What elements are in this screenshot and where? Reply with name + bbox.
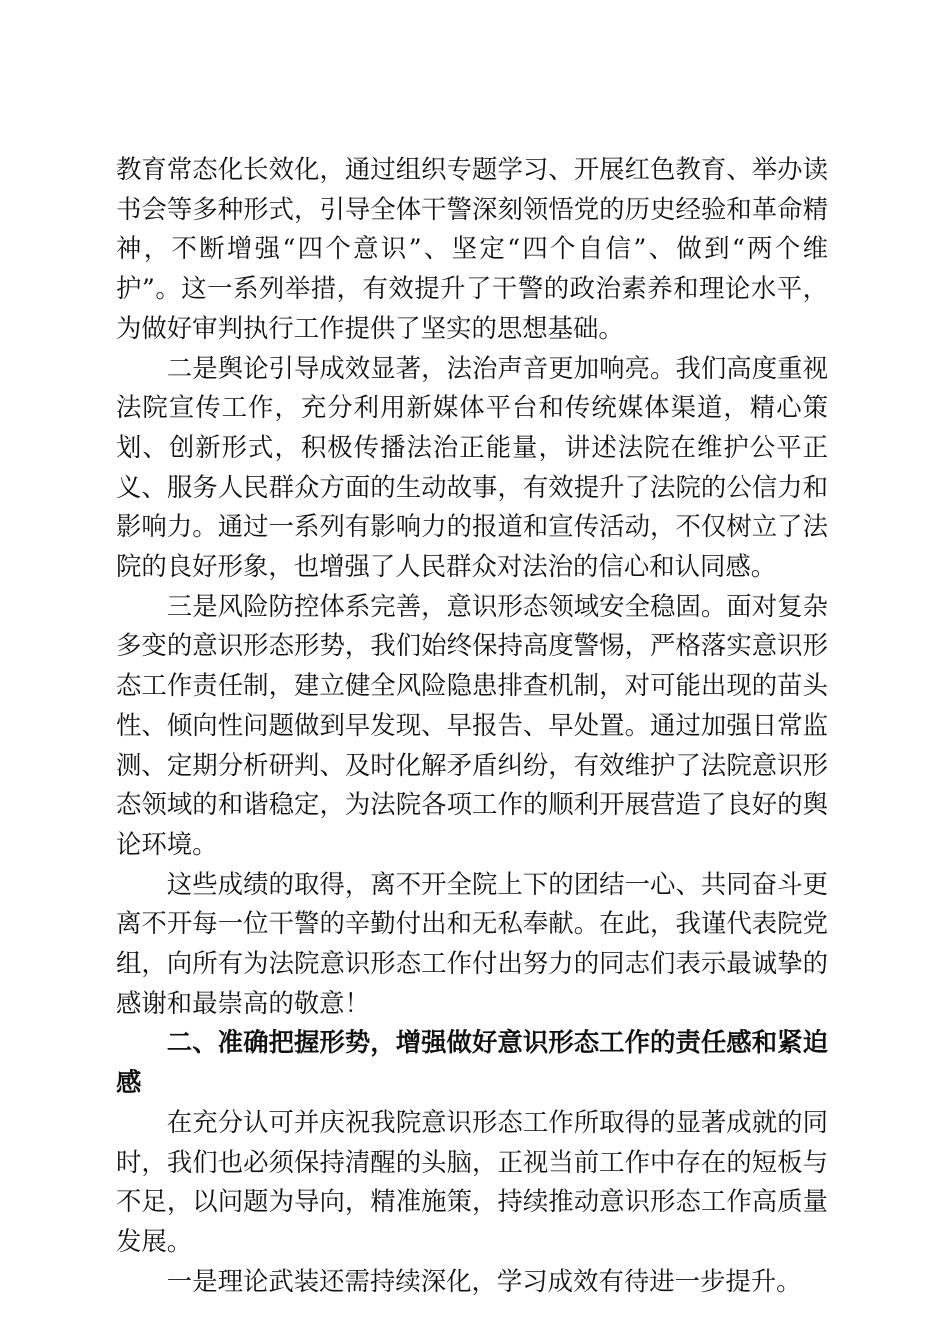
paragraph-acknowledgement: 这些成绩的取得，离不开全院上下的团结一心、共同奋斗更离不开每一位干警的辛勤付出和无私奉献。在此，我谨代表院党组，向所有为法院意识形态工作付出努力的同志们表示最诚挚的感谢和最崇高的敬意！	[116, 868, 828, 1018]
paragraph-section-intro: 在充分认可并庆祝我院意识形态工作所取得的显著成就的同时，我们也必须保持清醒的头脑，正视当前工作中存在的短板与不足，以问题为导向，精准施策，持续推动意识形态工作高质量发展。	[116, 1106, 828, 1256]
paragraph-risk-control: 三是风险防控体系完善，意识形态领域安全稳固。面对复杂多变的意识形态形势，我们始终保持高度警惕，严格落实意识形态工作责任制，建立健全风险隐患排查机制，对可能出现的苗头性、倾向性问题做到早发现、早报告、早处置。通过加强日常监测、定期分析研判、及时化解矛盾纠纷，有效维护了法院意识形态领域的和谐稳定，为法院各项工作的顺利开展营造了良好的舆论环境。	[116, 590, 828, 859]
paragraph-continuation: 教育常态化长效化，通过组织专题学习、开展红色教育、举办读书会等多种形式，引导全体干警深刻领悟党的历史经验和革命精神，不断增强“四个意识”、坚定“四个自信”、做到“两个维护”。这一系列举措，有效提升了干警的政治素养和理论水平，为做好审判执行工作提供了坚实的思想基础。	[116, 154, 828, 343]
paragraph-theory-study: 一是理论武装还需持续深化，学习成效有待进一步提升。	[166, 1265, 802, 1296]
paragraph-public-opinion: 二是舆论引导成效显著，法治声音更加响亮。我们高度重视法院宣传工作，充分利用新媒体平台和传统媒体渠道，精心策划、创新形式，积极传播法治正能量，讲述法院在维护公平正义、服务人民群众方面的生动故事，有效提升了法院的公信力和影响力。通过一系列有影响力的报道和宣传活动，不仅树立了法院的良好形象，也增强了人民群众对法治的信心和认同感。	[116, 352, 828, 582]
document-page	[116, 150, 828, 1301]
section-heading-two: 二、准确把握形势，增强做好意识形态工作的责任感和紧迫感	[116, 1027, 828, 1098]
